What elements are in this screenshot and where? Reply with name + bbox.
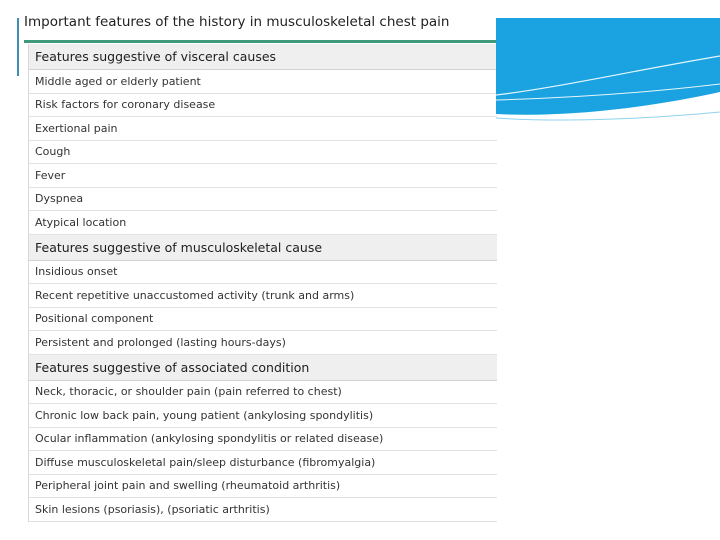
table-row: Insidious onset bbox=[29, 261, 497, 285]
table-row: Fever bbox=[29, 164, 497, 188]
table-row: Persistent and prolonged (lasting hours-days) bbox=[29, 331, 497, 355]
table-row: Peripheral joint pain and swelling (rheumatoid arthritis) bbox=[29, 475, 497, 499]
table-row: Risk factors for coronary disease bbox=[29, 94, 497, 118]
section-header-musculoskeletal: Features suggestive of musculoskeletal cause bbox=[29, 235, 497, 261]
table-row: Cough bbox=[29, 141, 497, 165]
left-accent-rule bbox=[17, 18, 19, 76]
section-header-visceral: Features suggestive of visceral causes bbox=[29, 44, 497, 70]
table-row: Diffuse musculoskeletal pain/sleep disturbance (fibromyalgia) bbox=[29, 451, 497, 475]
decorative-swoosh bbox=[496, 0, 720, 130]
section-header-associated: Features suggestive of associated condition bbox=[29, 355, 497, 381]
swoosh-fill bbox=[496, 18, 720, 115]
table-row: Dyspnea bbox=[29, 188, 497, 212]
table-row: Middle aged or elderly patient bbox=[29, 70, 497, 94]
title-underline bbox=[24, 40, 496, 43]
table-row: Neck, thoracic, or shoulder pain (pain referred to chest) bbox=[29, 381, 497, 405]
table-row: Atypical location bbox=[29, 211, 497, 235]
table-row: Recent repetitive unaccustomed activity (trunk and arms) bbox=[29, 284, 497, 308]
table-row: Chronic low back pain, young patient (ankylosing spondylitis) bbox=[29, 404, 497, 428]
table-row: Ocular inflammation (ankylosing spondylitis or related disease) bbox=[29, 428, 497, 452]
slide-title: Important features of the history in musculoskeletal chest pain bbox=[24, 14, 450, 30]
features-table bbox=[28, 44, 497, 522]
table-row: Exertional pain bbox=[29, 117, 497, 141]
table-row: Positional component bbox=[29, 308, 497, 332]
table-row: Skin lesions (psoriasis), (psoriatic arthritis) bbox=[29, 498, 497, 522]
